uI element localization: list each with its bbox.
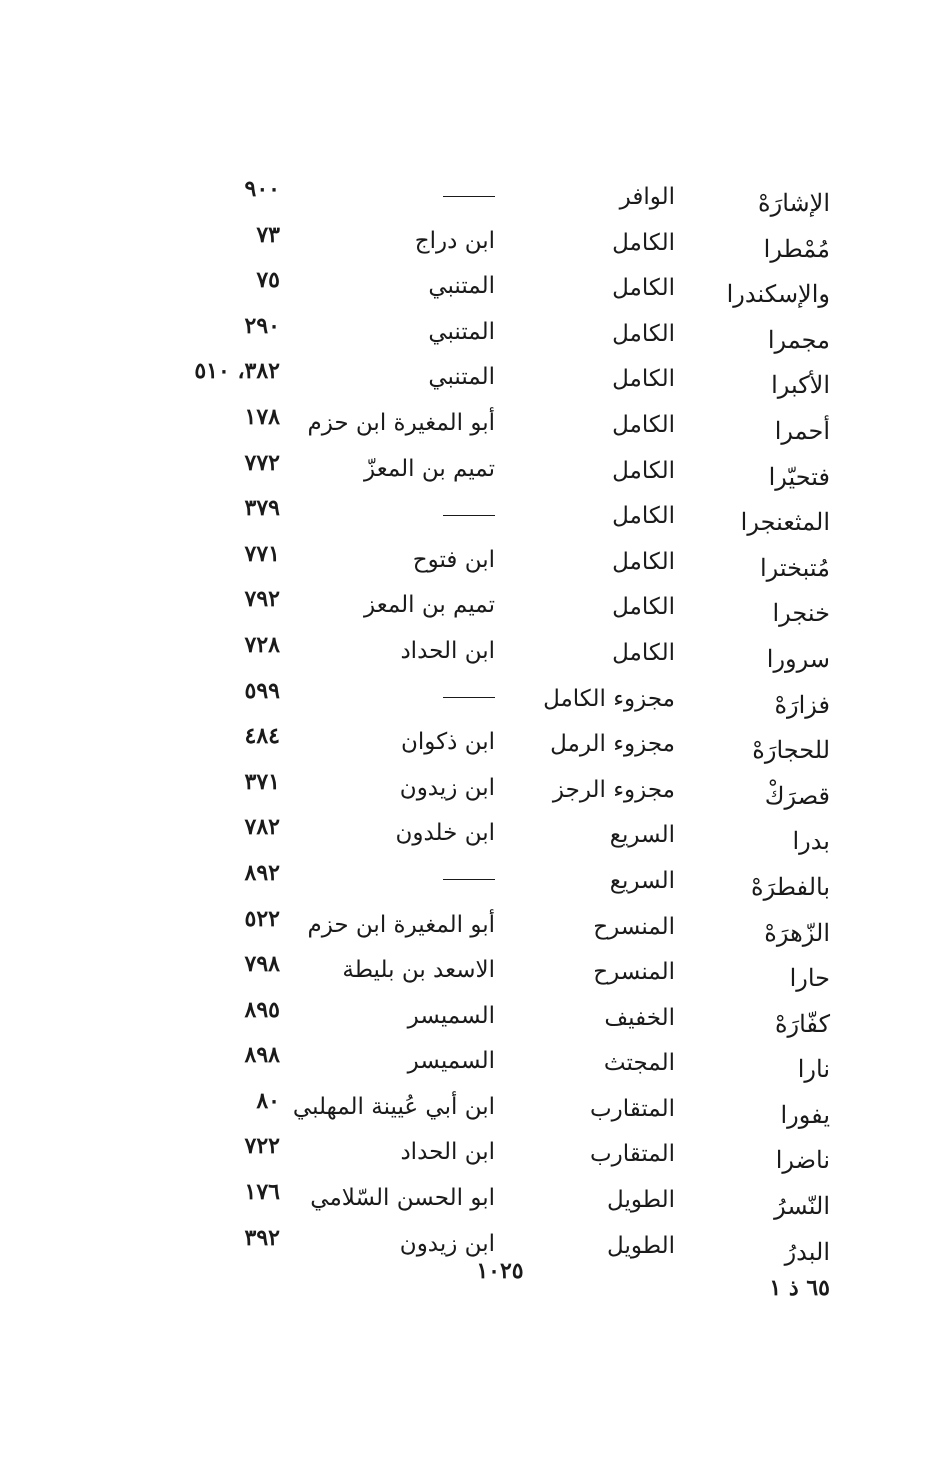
meter-name: مجزوء الكامل xyxy=(543,685,675,712)
poet-name: السميسر xyxy=(407,1002,495,1029)
poet-name: تميم بن المعز xyxy=(364,592,495,619)
meter-name: السريع xyxy=(609,867,675,894)
poet-name: ابن زيدون xyxy=(399,774,495,801)
unknown-poet-dash xyxy=(265,674,495,720)
meter-name: الطويل xyxy=(607,1232,675,1259)
meter-name: الكامل xyxy=(612,275,675,302)
rhyme-word: مُمْطرا xyxy=(763,234,830,263)
rhyme-word: الإشارَهْ xyxy=(758,189,830,217)
rhyme-word: قصرَكْ xyxy=(764,781,830,810)
meter-name: الكامل xyxy=(612,594,675,621)
dash-line xyxy=(443,879,495,880)
page-reference: ٧٢٨ xyxy=(244,631,280,658)
rhyme-word: للحجارَهْ xyxy=(752,736,830,765)
poet-name: ابن دراج xyxy=(414,227,495,254)
poet-name: ابن خلدون xyxy=(395,820,495,847)
page-reference: ٣٩٢ xyxy=(244,1224,280,1251)
page-reference: ٤٨٤ xyxy=(244,723,280,750)
meter-name: المنسرح xyxy=(593,959,675,986)
rhyme-word: أحمرا xyxy=(774,416,830,445)
printer-signature-mark: ٦٥ ذ ١ xyxy=(769,1275,830,1301)
rhyme-word: بدرا xyxy=(792,827,830,856)
poet-name: المتنبي xyxy=(428,318,495,345)
rhyme-word: نارا xyxy=(797,1055,830,1084)
page-reference: ١٧٨ xyxy=(244,403,280,430)
rhyme-index-table xyxy=(150,176,840,1270)
meter-name: المتقارب xyxy=(589,1095,675,1122)
unknown-poet-dash xyxy=(265,172,495,218)
meter-name: الكامل xyxy=(612,229,675,256)
page-reference: ٩٠٠ xyxy=(244,176,280,202)
meter-name: الكامل xyxy=(612,639,675,666)
page-number: ١٠٢٥ xyxy=(476,1258,524,1284)
poet-name: تميم بن المعزّ xyxy=(364,455,495,482)
rhyme-word: مجمرا xyxy=(767,325,830,354)
meter-name: الكامل xyxy=(612,411,675,438)
page-reference: ٨٠ xyxy=(256,1087,280,1114)
page-reference: ٨٩٥ xyxy=(244,996,280,1023)
page-reference: ٧٧١ xyxy=(244,540,280,567)
rhyme-word: كفّارَهْ xyxy=(774,1009,830,1038)
poet-name: أبو المغيرة ابن حزم xyxy=(307,409,495,436)
poet-name: ابن ذكوان xyxy=(401,729,495,756)
rhyme-word: البدرُ xyxy=(784,1237,830,1266)
page-reference: ٣٧١ xyxy=(244,768,280,795)
rhyme-word: المثعنجرا xyxy=(740,508,830,537)
meter-name: المجتث xyxy=(603,1050,675,1077)
meter-name: السريع xyxy=(609,822,675,849)
page-reference: ٧٩٨ xyxy=(244,951,280,978)
rhyme-word: والإسكندرا xyxy=(726,280,830,309)
poet-name: المتنبي xyxy=(428,273,495,300)
rhyme-word: مُتبخترا xyxy=(760,553,830,582)
page-reference: ٥٩٩ xyxy=(244,677,280,704)
page-reference: ٥٢٢ xyxy=(244,905,280,932)
page-reference: ١٧٦ xyxy=(244,1179,280,1206)
poet-name: ابن زيدون xyxy=(399,1230,495,1257)
meter-name: الكامل xyxy=(612,457,675,484)
rhyme-word: سرورا xyxy=(766,644,830,673)
page-reference: ٧٩٢ xyxy=(244,586,280,613)
rhyme-word: خنجرا xyxy=(772,599,830,628)
meter-name: مجزوء الرمل xyxy=(550,731,675,758)
page-reference: ٢٩٠ xyxy=(244,312,280,339)
meter-name: المنسرح xyxy=(593,913,675,940)
poet-name: ابو الحسن السّلامي xyxy=(310,1185,495,1212)
rhyme-word: الزّهرَهْ xyxy=(764,918,830,947)
poet-name: ابن الحداد xyxy=(400,1139,495,1166)
page-reference: ٣٧٩ xyxy=(244,495,280,522)
page-reference: ٣٨٢، ٥١٠ xyxy=(194,358,280,385)
poet-name: ابن الحداد xyxy=(400,637,495,664)
meter-name: الكامل xyxy=(612,548,675,575)
page-reference: ٨٩٢ xyxy=(244,859,280,886)
meter-name: الوافر xyxy=(619,184,675,210)
poet-name: ابن فتوح xyxy=(412,546,495,573)
page-reference: ٧٧٢ xyxy=(244,449,280,476)
rhyme-word: ناضرا xyxy=(775,1146,830,1175)
dash-line xyxy=(443,515,495,516)
poet-name: المتنبي xyxy=(428,364,495,391)
rhyme-word: فتحيّرا xyxy=(768,462,830,491)
rhyme-word: يفورا xyxy=(780,1100,830,1129)
meter-name: الطويل xyxy=(607,1187,675,1214)
unknown-poet-dash xyxy=(265,491,495,537)
meter-name: مجزوء الرجز xyxy=(552,776,675,803)
meter-name: الكامل xyxy=(612,503,675,530)
poet-name: السميسر xyxy=(407,1048,495,1075)
poet-name: ابن أبي عُيينة المهلبي xyxy=(292,1093,495,1120)
unknown-poet-dash xyxy=(265,856,495,902)
dash-line xyxy=(443,697,495,698)
poet-name: الاسعد بن بليطة xyxy=(342,957,495,984)
meter-name: الكامل xyxy=(612,320,675,347)
rhyme-word: فزارَهْ xyxy=(774,690,830,719)
meter-name: المتقارب xyxy=(589,1141,675,1168)
rhyme-word: النّسرُ xyxy=(774,1192,830,1221)
rhyme-word: الأكبرا xyxy=(771,371,830,400)
meter-name: الخفيف xyxy=(604,1004,675,1031)
page-reference: ٧٢٢ xyxy=(244,1133,280,1160)
page-reference: ٧٥ xyxy=(256,267,280,294)
rhyme-word: بالفطرَهْ xyxy=(751,872,830,901)
page-reference: ٨٩٨ xyxy=(244,1042,280,1069)
meter-name: الكامل xyxy=(612,366,675,393)
dash-line xyxy=(443,196,495,197)
poet-name: أبو المغيرة ابن حزم xyxy=(307,911,495,938)
rhyme-word: حارا xyxy=(789,964,830,993)
page-reference: ٧٣ xyxy=(256,221,280,248)
page-reference: ٧٨٢ xyxy=(244,814,280,841)
